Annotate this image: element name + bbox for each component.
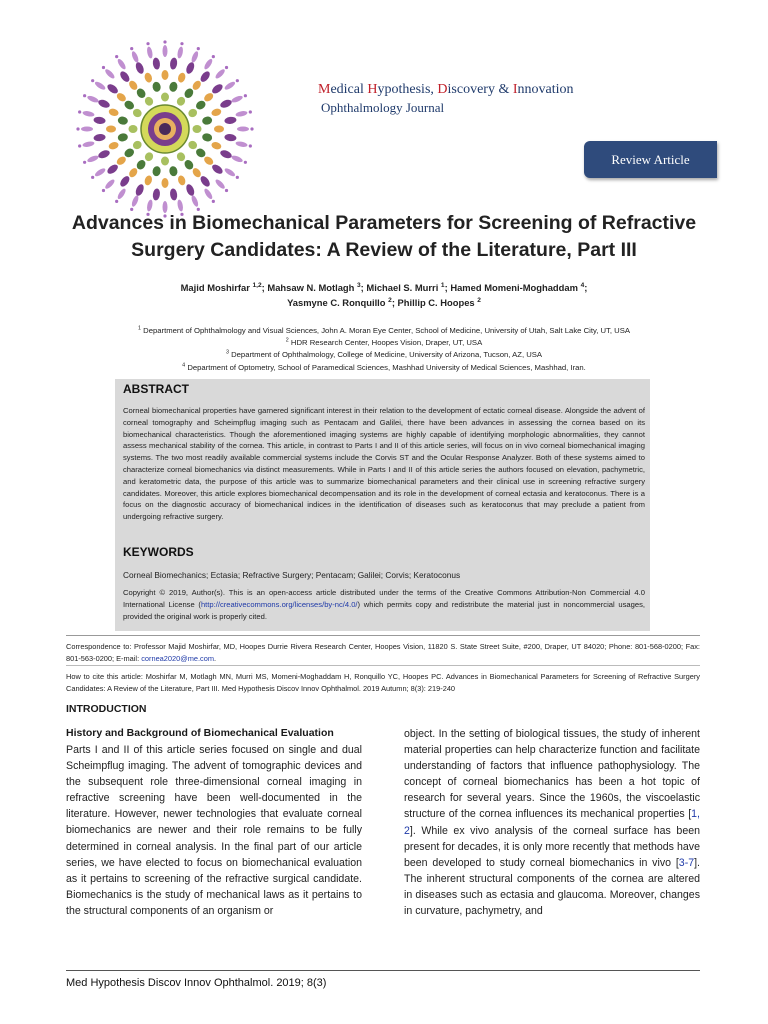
citation-note: How to cite this article: Moshirfar M, Motlagh MN, Murri MS, Momeni-Moghaddam H, Ronquillo YC, Hoopes PC. Advances in Biomechanical Parameters for Screening of Refractive Surgery Candidates: A Review of the Literature, Part III. Med Hypothesis Discov Innov Ophthalmol. 2019 Autumn; 8(3): 219-240 <box>66 672 700 693</box>
author-name: Mahsaw N. Motlagh <box>267 282 355 293</box>
copyright-text: Copyright © 2019, Author(s). This is an open-access article distributed under the terms of the Creative Commons Attribution-Non Commercial 4.0 International License ( <box>123 588 645 609</box>
correspondence-end: . <box>214 653 217 663</box>
affiliation <box>40 349 728 361</box>
journal-part: iscovery & <box>447 82 513 97</box>
footer-divider <box>66 970 700 971</box>
affiliation <box>40 325 728 337</box>
journal-initial-h: H <box>367 82 378 97</box>
journal-part: edical <box>330 82 368 97</box>
article-title: Advances in Biomechanical Parameters for Screening of Refractive Surgery Candidates: A Review of the Literature, Part III <box>71 212 697 261</box>
author-affiliation-mark: 2 <box>388 296 392 304</box>
author-affiliation-mark: 1 <box>440 281 445 289</box>
divider <box>66 635 700 636</box>
affiliation-text: HDR Research Center, Hoopes Vision, Draper, UT, USA <box>290 338 483 348</box>
affiliation <box>40 362 728 374</box>
affiliation-text: Department of Ophthalmology, College of Medicine, University of Arizona, Tucson, AZ, USA <box>231 350 543 360</box>
affiliation-number: 2 <box>285 337 289 344</box>
author-affiliation-mark: 1,2 <box>252 281 262 289</box>
author-name: Hamed Momeni-Moghaddam <box>450 282 578 293</box>
author-affiliation-mark: 4 <box>580 281 585 289</box>
affiliation-number: 3 <box>225 349 229 356</box>
article-type-badge: Review Article <box>584 141 717 178</box>
author-name: Yasmyne C. Ronquillo <box>287 297 386 308</box>
divider <box>66 665 700 666</box>
journal-initial-i: I <box>512 82 518 97</box>
author-name: Majid Moshirfar <box>180 282 250 293</box>
journal-initial-d: D <box>437 82 448 97</box>
affiliation-text: Department of Optometry, School of Paramedical Sciences, Mashhad University of Medical Sciences, Mashhad, Iran. <box>187 362 586 372</box>
email-link[interactable]: cornea2020@me.com <box>141 653 215 663</box>
section-subheading: History and Background of Biomechanical Evaluation <box>66 727 334 739</box>
keywords-text: Corneal Biomechanics; Ectasia; Refractive Surgery; Pentacam; Galilei; Corvis; Keratoconus <box>123 570 461 580</box>
correspondence-text: Correspondence to: Professor Majid Moshirfar, MD, Hoopes Durrie Rivera Research Center, Hoopes Vision, 11820 S. State Street Suite, #200, Draper, UT 84020; Phone: 801-568-0200; Fax: 801-563-0200; E-mail: <box>66 642 700 663</box>
journal-initial-m: M <box>318 82 331 97</box>
author-affiliation-mark: 2 <box>477 296 481 304</box>
author-affiliation-mark: 3 <box>357 281 361 289</box>
journal-logo <box>76 40 254 218</box>
copyright-notice <box>123 587 645 623</box>
body-column-right <box>404 726 700 919</box>
affiliation-list <box>40 325 728 374</box>
license-link[interactable]: http://creativecommons.org/licenses/by-nc/4.0/ <box>200 600 358 609</box>
journal-subtitle: Ophthalmology Journal <box>321 100 445 115</box>
copyright-text: ) which permits copy and redistribute the material just in noncommercial usages, provided the original work is properly cited. <box>123 600 645 621</box>
author-name: Michael S. Murri <box>366 282 439 293</box>
affiliation-number: 1 <box>138 325 142 332</box>
mandala-logo-graphic <box>76 40 254 218</box>
journal-name <box>318 82 574 98</box>
author-name: Phillip C. Hoopes <box>397 297 475 308</box>
page-footer: Med Hypothesis Discov Innov Ophthalmol. 2019; 8(3) <box>66 977 327 989</box>
journal-part: ypothesis, <box>377 82 438 97</box>
affiliation-text: Department of Ophthalmology and Visual Sciences, John A. Moran Eye Center, School of Medicine, University of Utah, Salt Lake City, UT, USA <box>143 326 630 335</box>
body-text: ]. While ex vivo analysis of the corneal surface has been present for decades, it is only more recently that methods have been developed to study corneal biomechanics in vivo [ <box>404 824 700 869</box>
abstract-heading: ABSTRACT <box>123 382 189 396</box>
body-text: ]. The inherent structural components of the cornea are altered in diseases such as ectasia and glaucoma. Moreover, changes in curvature, pachymetry, and <box>404 856 700 918</box>
keywords-heading: KEYWORDS <box>123 545 194 559</box>
reference-link[interactable]: 3-7 <box>678 856 695 869</box>
affiliation-number: 4 <box>182 362 186 369</box>
reference-link[interactable]: 1, 2 <box>404 808 700 837</box>
author-list: Majid Moshirfar $^{1,2}$; Mahsaw N. Motlagh $^3$; Michael S. Murri $^1$; Hamed Momeni-Moghaddam $^4$; Yasmyne C. Ronquillo $^2$; Phillip C. Hoopes $^2$ <box>180 281 588 308</box>
affiliation <box>40 337 728 349</box>
abstract-text: Corneal biomechanical properties have garnered significant interest in their relation to the development of ectatic corneal disease. Alongside the advent of corneal tomography and Scheimpflug imaging such as Pentacam and Galilei, there have been advances in assessing the cornea based on its biomechanical characteristics. Though the aforementioned imaging systems are highly capable of identifying morphologic abnormalities, they cannot assess mechanical stability of the cornea. This article, in contrast to Parts I and II of this article series, will focus on in vivo corneal biomechanical imaging systems. The two most readily available commercial systems include the Corvis ST and the Ocular Response Analyzer. Both of these systems aimed to characterize corneal biomechanics via distinct measurements. While in Parts I and II of this article series the authors focused on elevation, pachymetric, and keratometric data, the purpose of this article was to summarize biomechanical parameters and their clinical use in screening refractive surgery candidates. Moreover, this article explores biomechanical decompensation and its role in the development of corneal ectasia and keratoconus. There is a focus on the diagnostic accuracy of biomechanical indices in the identification of diseases such as keratoconus that may preclude a patient from undergoing refractive surgery. <box>123 406 645 522</box>
body-column-left: Parts I and II of this article series focused on single and dual Scheimpflug imaging. The advent of tomographic devices and the subsequent role three-dimensional corneal imaging in refractive screening have been well-documented in the literature. However, newer technologies that evaluate corneal biomechanics are newer and their role remains to be fully determined in corneal analysis. In the final part of our article series, we have elected to focus on biomechanical evaluation as it pertains to screening of the refractive surgical candidate. Biomechanics is the study of mechanical laws as it pertains to the structural components of an organism or <box>66 744 362 917</box>
introduction-heading: INTRODUCTION <box>66 703 147 715</box>
body-text: object. In the setting of biological tissues, the study of inherent material properties can help characterize function and facilitate understanding of factors that influence pathophysiology. The concept of corneal biomechanics has been a hot topic of research for several years. Since the 1960s, the viscoelastic structure of the cornea influences its mechanical properties [ <box>404 728 700 821</box>
correspondence-note <box>66 641 700 664</box>
journal-part: nnovation <box>517 82 574 97</box>
